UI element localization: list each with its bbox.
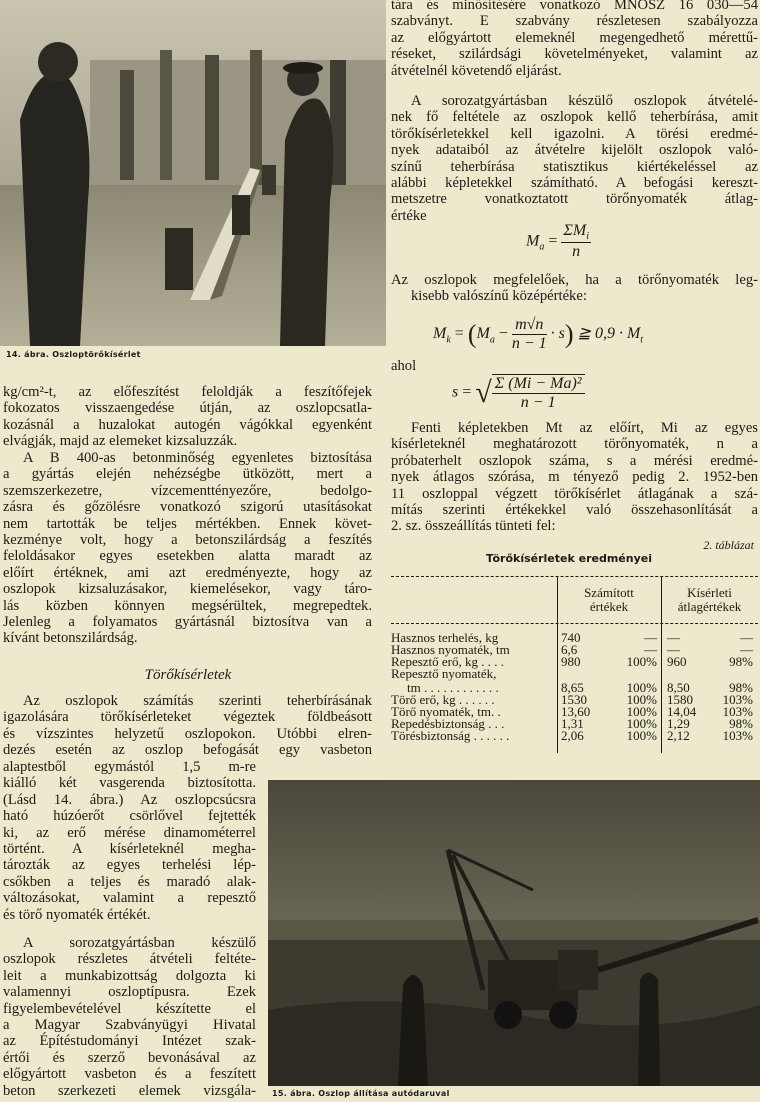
column-header: átlagértékek — [677, 599, 742, 614]
text-line: beton szerkezeti elemek vizsgála- — [3, 1082, 256, 1099]
row-label: Repesztő erő, kg . . . . — [391, 654, 505, 669]
crane-illustration — [268, 780, 760, 1086]
text-line: nyek adataiból az átvételre kijelölt oszlopok való- — [391, 142, 758, 159]
text-line: feloldásakor egyes esetekben alatta maradt az — [3, 548, 372, 565]
text-line: 2. sz. összeállítás tünteti fel: — [391, 518, 556, 535]
figure-14-photo — [0, 0, 386, 346]
cell-measured-pct: 98% — [729, 716, 753, 731]
text-line: előgyártott vasbeton és a feszített — [3, 1066, 256, 1083]
text-line: átvételnél követendő eljárást. — [391, 62, 562, 79]
cell-computed: 1530 — [561, 692, 587, 707]
left-para-2 — [3, 450, 372, 647]
text-line: tára és minősítésére vonatkozó MNOSZ 16 030—54 — [391, 0, 758, 13]
text-line: előírt értéknek, ami azt eredményezte, hogy az — [3, 564, 372, 581]
text-line: a gyártás elején nehézségbe ütközött, mert a — [3, 466, 372, 483]
left-para-3 — [3, 693, 372, 759]
column-header: Számított — [584, 585, 634, 600]
ahol-label: ahol — [391, 358, 417, 374]
row-label: Hasznos nyomaték, tm — [391, 642, 510, 657]
formula-sub: i — [586, 231, 589, 243]
text-line: A sorozatgyártásban készülő — [23, 935, 256, 951]
cell-computed-pct: — — [644, 630, 657, 645]
column-header: értékek — [589, 599, 629, 614]
cell-measured-pct: 98% — [729, 654, 753, 669]
cell-computed: 2,06 — [561, 728, 584, 743]
text-line: oszlopok részletes átvételi feltéte- — [3, 951, 256, 968]
radical-icon: √ — [475, 376, 492, 409]
formula-denominator: n — [572, 243, 581, 261]
cell-computed-pct: — — [644, 642, 657, 657]
text-line: kívánt betonszilárdság. — [3, 630, 138, 647]
figure-15-photo — [268, 780, 760, 1086]
formula-sub: t — [640, 334, 644, 346]
text-line: szemszerkezetre, vízcementtényezőre, bedolgo- — [3, 482, 372, 499]
cell-measured-pct: 103% — [722, 728, 753, 743]
text-line: a Magyar Szabványügyi Hivatal — [3, 1017, 256, 1034]
results-table — [391, 568, 758, 753]
text-line: értői és szerző bevonásával az — [3, 1049, 256, 1066]
formula-characteristic-moment: $M_k = (M_a$ − $\frac{m√n}{n - 1}$ · s) ≧ $0,9 \cdot M_t$ — [433, 316, 644, 352]
cell-measured: 14,04 — [667, 704, 697, 719]
text-line: nyek átlagos szórása, m tényező pedig 2. 1952-ben — [391, 469, 758, 486]
text-line: és vízszintes helyzetű oszlopokon. Utóbbi elren- — [3, 725, 372, 742]
row-label: Repesztő nyomaték, — [391, 666, 497, 681]
text-line: zásra és gőzölésre vonatkozó szigorú utasításokat — [3, 499, 372, 516]
text-line: alaptestből egymástól 1,5 m-re — [3, 759, 256, 775]
text-line: értéke — [391, 207, 427, 224]
cell-computed: 1,31 — [561, 716, 584, 731]
cell-measured-pct: 103% — [722, 692, 753, 707]
formula-mean-moment: $M_a$ = $\Sigma M_i$ n — [526, 222, 589, 261]
formula-std-deviation: s = √ $\frac{\text{Σ (Mi − Ma)²}}{n - 1}$ — [452, 374, 585, 412]
text-line: igazolására törőkísérleteket végeztek földbeásott — [3, 709, 372, 726]
text-line: oszlopok kizsaluzásakor, kiemelésekor, vagy táro- — [3, 581, 372, 598]
cell-computed-pct: 100% — [626, 654, 657, 669]
text-line: nek fő feltétele az oszlopok kellő teherbírása, amit — [391, 109, 758, 126]
text-line: törőkísérletekkel kell igazolni. A törési eredmé- — [391, 125, 758, 142]
text-line: ki, az erő mérése dinamométerrel — [3, 824, 256, 841]
cell-measured: 1580 — [667, 692, 693, 707]
text-line: A B 400-as betonminőség egyenletes biztosítása — [23, 450, 372, 466]
text-line: kezménye volt, hogy a betonszilárdság a feszítés — [3, 532, 372, 549]
left-para-4 — [3, 935, 256, 1099]
figure-14-caption: 14. ábra. Oszloptörőkísérlet — [6, 350, 141, 359]
row-label: Törésbiztonság . . . . . . — [391, 728, 510, 743]
text-line: kiálló két vasgerenda biztosította. — [3, 775, 256, 792]
formula-sub: a — [539, 241, 545, 253]
cell-measured-pct: 103% — [722, 704, 753, 719]
cell-computed-pct: 100% — [626, 692, 657, 707]
formula-lhs: M — [433, 325, 447, 343]
text-line: Jelenleg a folyamatos gyártásnál biztosítva van a — [3, 614, 372, 631]
text-line: fokozatos visszaengedése útján, az oszlopcsatla- — [3, 400, 372, 417]
cell-measured: 1,29 — [667, 716, 690, 731]
text-line: A sorozatgyártásban készülő oszlopok átvételé- — [411, 93, 758, 109]
text-line: tározták az egyes terhelési lép- — [3, 857, 256, 874]
cell-computed: 740 — [561, 630, 581, 645]
cell-measured: 960 — [667, 654, 687, 669]
row-label: Repedésbiztonság . . . — [391, 716, 505, 731]
formula-s: · s — [550, 325, 565, 343]
cell-measured-pct: — — [740, 642, 753, 657]
text-line: valamennyi oszloptípusra. Ezek — [3, 984, 256, 1001]
formula-denominator: n − 1 — [511, 335, 547, 352]
right-para-4 — [391, 420, 758, 535]
formula-numerator: ΣM — [563, 222, 587, 239]
column-header: Kísérleti — [687, 585, 732, 600]
text-line: az Építéstudományi Intézet szak- — [3, 1033, 256, 1050]
row-label: tm . . . . . . . . . . . . — [407, 680, 499, 695]
row-label: Törő nyomaték, tm. . — [391, 704, 501, 719]
row-label: Törő erő, kg . . . . . . — [391, 692, 495, 707]
table-title: Törőkísérletek eredményei — [486, 552, 652, 565]
text-line: 11 oszloppal végzett törőkísérlet átlagának a szá- — [391, 485, 758, 502]
cell-computed: 980 — [561, 654, 581, 669]
text-line: és törő nyomaték értékét. — [3, 906, 151, 923]
cell-computed-pct: 100% — [626, 680, 657, 695]
cell-measured: 8,50 — [667, 680, 690, 695]
cell-computed-pct: 100% — [626, 728, 657, 743]
test-rig-illustration — [0, 0, 386, 346]
text-line: csőkben a teljes és maradó alak- — [3, 873, 256, 890]
cell-measured: 2,12 — [667, 728, 690, 743]
text-line: Fenti képletekben Mt az előírt, Mi az egyes — [411, 420, 758, 436]
text-line: kísérleteknél meghatározott törőnyomaték, n a — [391, 436, 758, 453]
text-line: ható húzóerőt csörlővel fejtették — [3, 808, 256, 825]
text-line: kg/cm²-t, az előfeszítést feloldják a feszítőfejek — [3, 384, 372, 400]
formula-relation: ≧ 0,9 · M — [577, 325, 641, 343]
text-line: kozásnál a huzalokat autogén vágókkal egyenként — [3, 416, 372, 433]
cell-measured: — — [667, 642, 680, 657]
text-line: próbaterhelt oszlopok száma, s a mérési eredmé- — [391, 452, 758, 469]
cell-measured-pct: — — [740, 630, 753, 645]
row-label: Hasznos terhelés, kg — [391, 630, 499, 645]
text-line: szabványt. E szabvány részletesen szabályozza — [391, 13, 758, 30]
formula-lhs: s — [452, 383, 459, 401]
formula-denominator: n − 1 — [520, 394, 556, 411]
text-line: dezés esetén az oszlop befogását egy vasbeton — [3, 742, 372, 759]
text-line: réseket, szilárdsági követelményeket, valamint az — [391, 46, 758, 63]
text-line: történt. A kísérleteknél megha- — [3, 841, 256, 858]
cell-measured-pct: 98% — [729, 680, 753, 695]
text-line: Az oszlopok megfelelőek, ha a törőnyomaték leg- — [391, 272, 758, 288]
text-line: lás közben könnyen megsérültek, megrepedtek. — [3, 597, 372, 614]
figure-15-caption: 15. ábra. Oszlop állítása autódaruval — [272, 1089, 450, 1098]
cell-computed: 6,6 — [561, 642, 578, 657]
cell-measured: — — [667, 630, 680, 645]
text-line: (Lásd 14. ábra.) Az oszlopcsúcsra — [3, 791, 256, 808]
text-line: színű teherbírása statisztikus kiértékeléssel az — [391, 158, 758, 175]
text-line: változásokat, valamint a repesztő — [3, 890, 256, 907]
text-line: metszetre vonatkoztatott törőnyomaték átlag- — [391, 191, 758, 208]
text-line: mítás szerinti értékekkel való összehasonlítását a — [391, 502, 758, 519]
right-para-3 — [391, 272, 758, 305]
text-line: alábbi képletekkel számítható. A befogási kereszt- — [391, 175, 758, 192]
text-line: az előgyártott elemeknél megengedhető mérettű- — [391, 29, 758, 46]
text-line: Az oszlopok számítás szerinti teherbírásának — [23, 693, 372, 709]
left-para-3-narrow — [3, 759, 256, 923]
formula-lhs: M — [526, 232, 540, 250]
text-line: kisebb valószínű középértéke: — [411, 288, 587, 305]
right-para-2 — [391, 93, 758, 224]
left-para-1 — [3, 384, 372, 450]
section-heading: Törőkísérletek — [144, 667, 232, 683]
cell-computed-pct: 100% — [626, 716, 657, 731]
cell-computed: 8,65 — [561, 680, 584, 695]
right-para-1 — [391, 0, 758, 79]
text-line: nem tartották be teljes mértékben. Ennek követ- — [3, 515, 372, 532]
text-line: leit a munkabizottság dolgozta ki — [3, 967, 256, 984]
text-line: figyelembevételével készítette el — [3, 1000, 256, 1017]
cell-computed-pct: 100% — [626, 704, 657, 719]
text-line: elvágják, majd az elemeket kizsaluzzák. — [3, 433, 238, 450]
formula-sub: k — [446, 334, 451, 346]
formula-sub: a — [489, 334, 495, 346]
table-label: 2. táblázat — [703, 538, 754, 552]
cell-computed: 13,60 — [561, 704, 591, 719]
formula-numerator: m√n — [512, 316, 547, 335]
formula-numerator: Σ (Mi − Ma)² — [492, 375, 585, 394]
formula-term: M — [476, 325, 490, 343]
